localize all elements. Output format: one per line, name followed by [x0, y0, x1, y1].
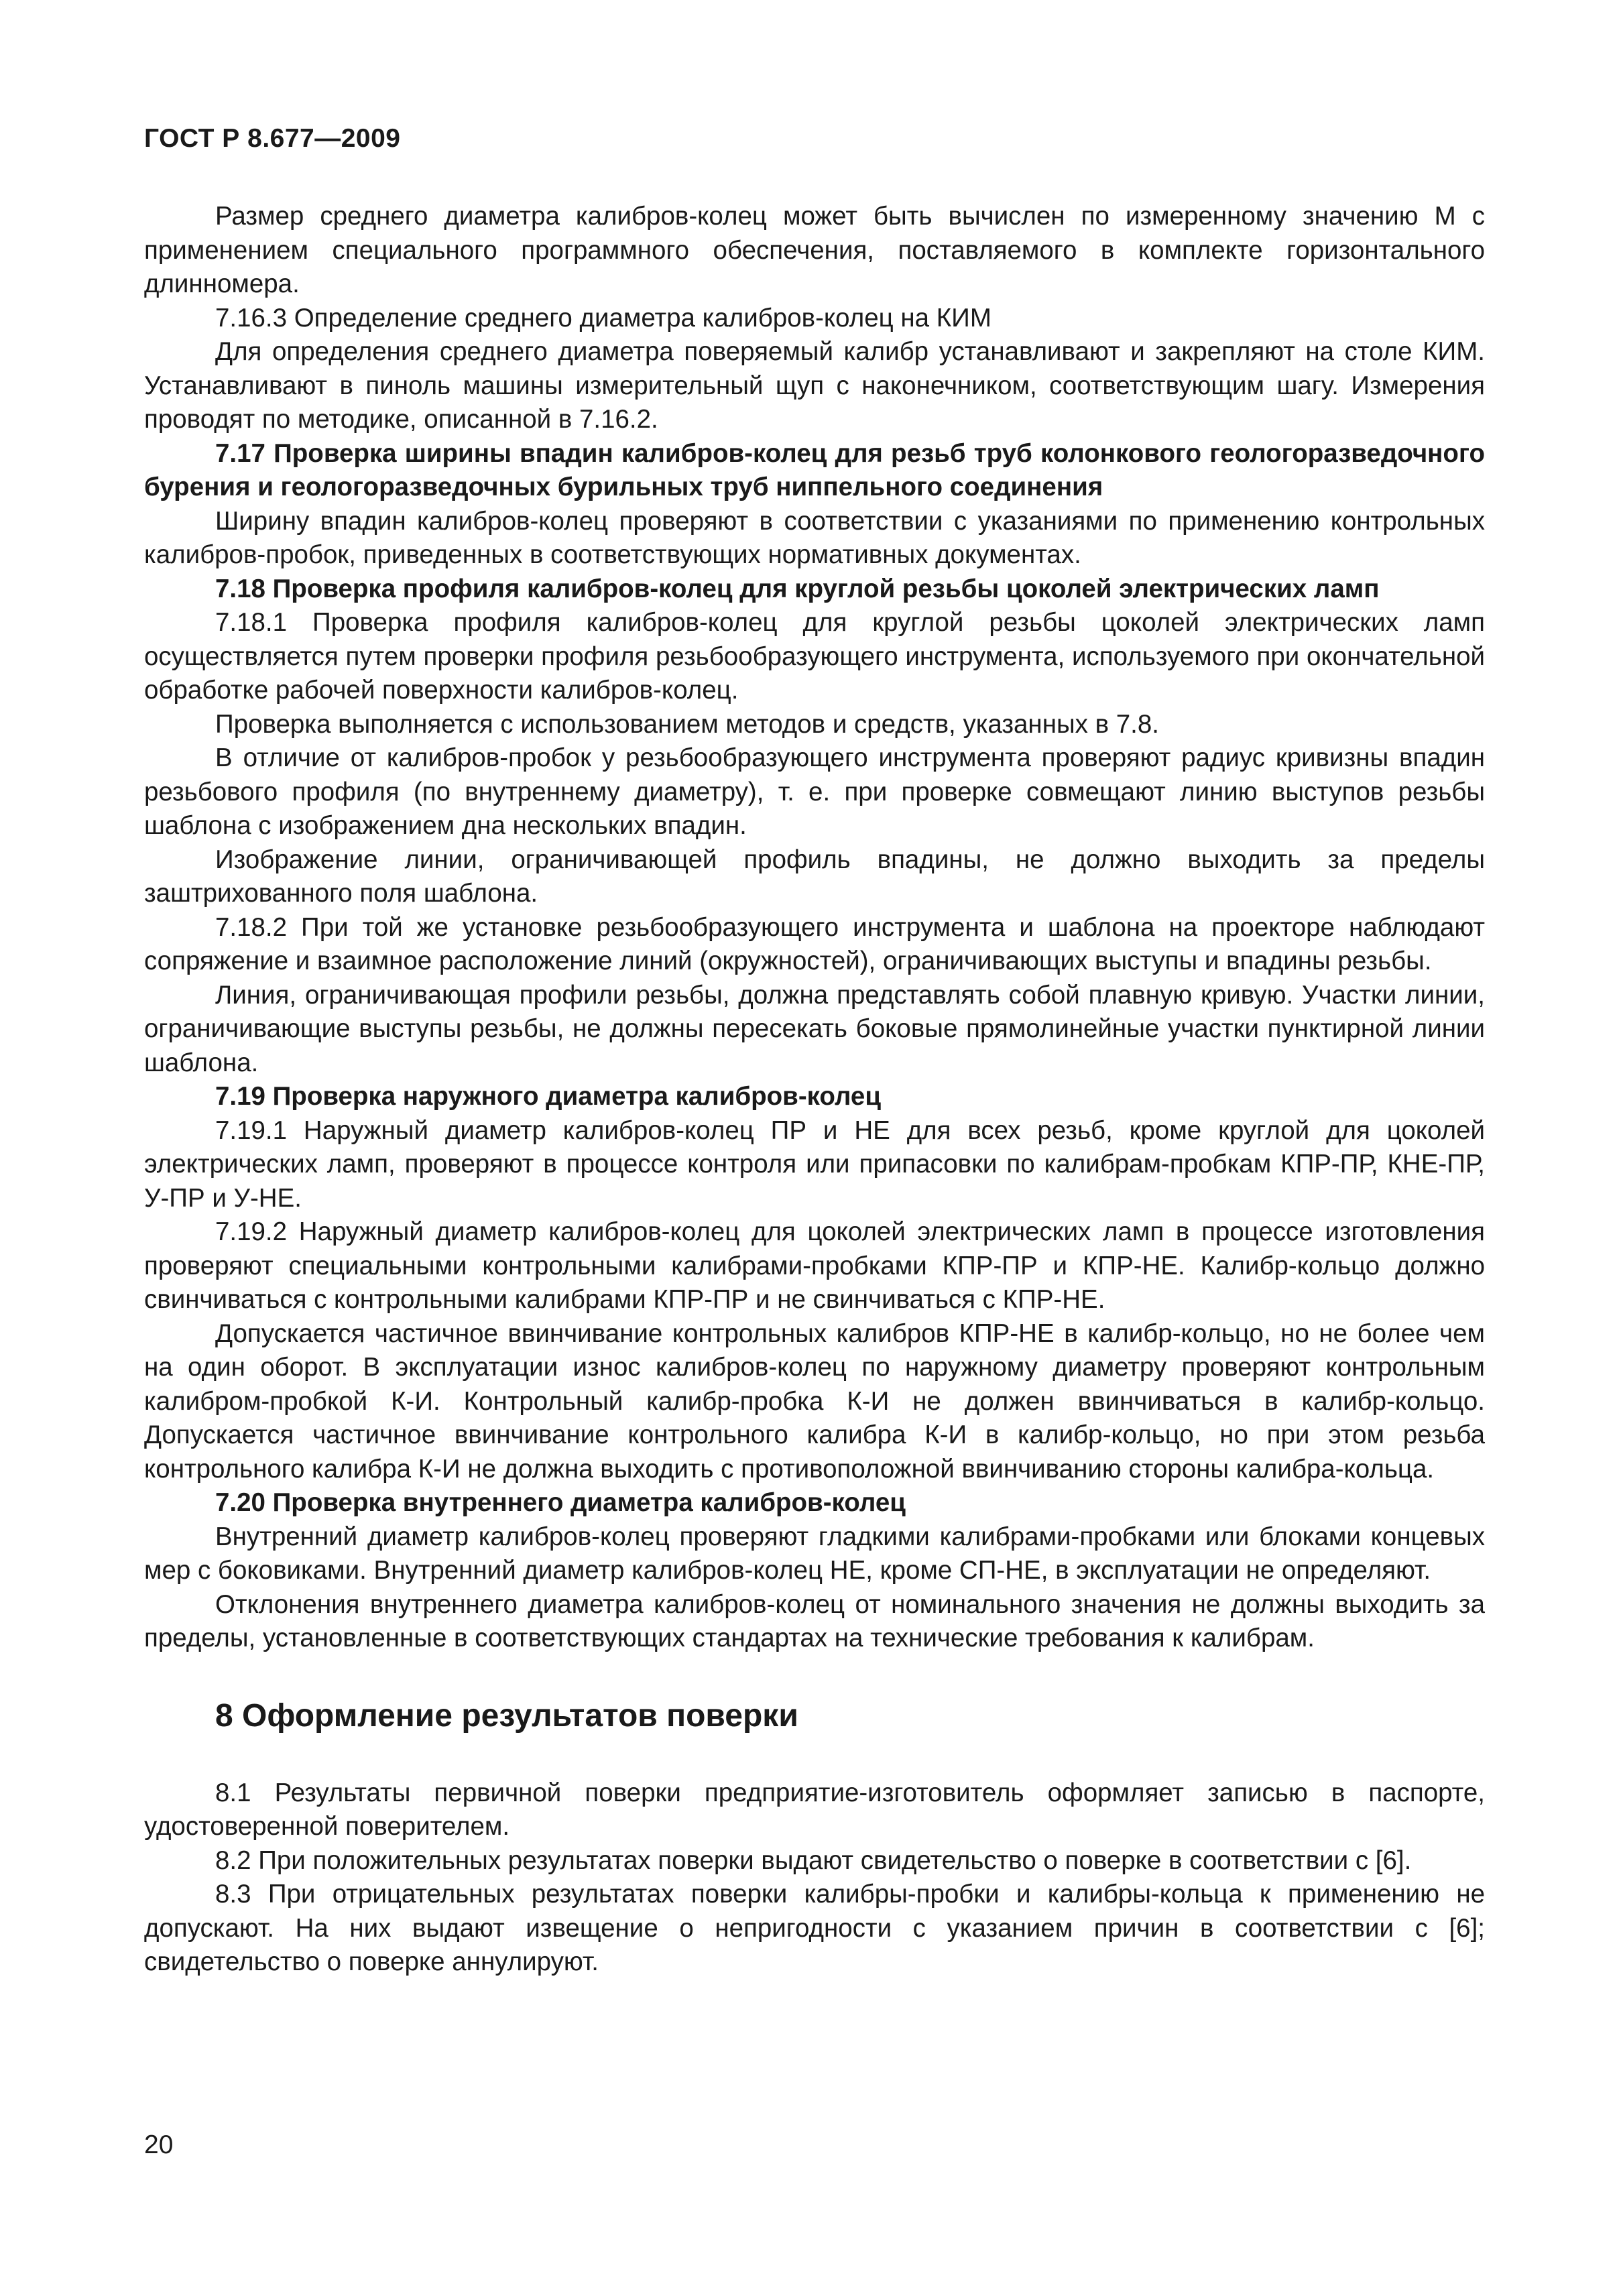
paragraph: Изображение линии, ограничивающей профиль впадины, не должно выходить за пределы заштрихованного поля шаблона. — [144, 845, 1485, 908]
document-body — [144, 200, 1485, 1980]
paragraph: 7.18.2 При той же установке резьбообразующего инструмента и шаблона на проекторе наблюдают сопряжение и взаимное расположение линий (окружностей), ограничивающих выступы и впадины резьбы. — [144, 912, 1485, 975]
paragraph: Для определения среднего диаметра поверяемый калибр устанавливают и закрепляют на столе КИМ. Устанавливают в пиноль машины измерительный щуп с наконечником, соответствующим шагу. Измерения проводят по методике, описанной в 7.16.2. — [144, 337, 1485, 434]
paragraph: В отличие от калибров-пробок у резьбообразующего инструмента проверяют радиус кривизны впадин резьбового профиля (по внутреннему диаметру), т. е. при проверке совмещают линию выступов резьбы шаблона с изображением дна нескольких впадин. — [144, 743, 1485, 840]
paragraph: Внутренний диаметр калибров-колец проверяют гладкими калибрами-пробками или блоками концевых мер с боковиками. Внутренний диаметр калибров-колец НЕ, кроме СП-НЕ, в эксплуатации не определяют. — [144, 1522, 1485, 1585]
paragraph: 8.2 При положительных результатах поверки выдают свидетельство о поверке в соответствии с [6]. — [215, 1846, 1412, 1875]
document-code: ГОСТ Р 8.677—2009 — [144, 124, 401, 153]
clause-heading: 7.17 Проверка ширины впадин калибров-колец для резьб труб колонкового геологоразведочного бурения и геологоразведочных бурильных труб ниппельного соединения — [144, 438, 1485, 501]
paragraph: 8.3 При отрицательных результатах поверки калибры-пробки и калибры-кольца к применению не допускают. На них выдают извещение о непригодности с указанием причин в соответствии с [6]; свидетельство о поверке аннулируют. — [144, 1880, 1485, 1976]
paragraph: 8.1 Результаты первичной поверки предприятие-изготовитель оформляет записью в паспорте, удостоверенной поверителем. — [144, 1778, 1485, 1841]
paragraph: Ширину впадин калибров-колец проверяют в соответствии с указаниями по применению контрольных калибров-пробок, приведенных в соответствующих нормативных документах. — [144, 506, 1485, 569]
paragraph: Отклонения внутреннего диаметра калибров-колец от номинального значения не должны выходить за пределы, установленные в соответствующих стандартах на технические требования к калибрам. — [144, 1589, 1485, 1652]
paragraph: Допускается частичное ввинчивание контрольных калибров КПР-НЕ в калибр-кольцо, но не более чем на один оборот. В эксплуатации износ калибров-колец по наружному диаметру проверяют контрольным калибром-пробкой К-И. Контрольный калибр-пробка К-И не должен ввинчиваться в калибр-кольцо. Допускается частичное ввинчивание контрольного калибра К-И в калибр-кольцо, но при этом резьба контрольного калибра К-И не должна выходить с противоположной ввинчиванию стороны калибра-кольца. — [144, 1319, 1485, 1484]
paragraph: Размер среднего диаметра калибров-колец может быть вычислен по измеренному значению М с применением специального программного обеспечения, поставляемого в комплекте горизонтального длинномера. — [144, 202, 1485, 298]
clause-heading: 7.20 Проверка внутреннего диаметра калибров-колец — [215, 1488, 906, 1517]
paragraph: 7.19.2 Наружный диаметр калибров-колец для цоколей электрических ламп в процессе изготовления проверяют специальными контрольными калибрами-пробками КПР-ПР и КПР-НЕ. Калибр-кольцо должно свинчиваться с контрольными калибрами КПР-ПР и не свинчиваться с КПР-НЕ. — [144, 1217, 1485, 1314]
paragraph: Линия, ограничивающая профили резьбы, должна представлять собой плавную кривую. Участки линии, ограничивающие выступы резьбы, не должны пересекать боковые прямолинейные участки пунктирной линии шаблона. — [144, 980, 1485, 1077]
paragraph: 7.19.1 Наружный диаметр калибров-колец ПР и НЕ для всех резьб, кроме круглой для цоколей электрических ламп, проверяют в процессе контроля или припасовки по калибрам-пробкам КПР-ПР, КНЕ-ПР, У-ПР и У-НЕ. — [144, 1115, 1485, 1213]
clause-heading: 7.18 Проверка профиля калибров-колец для круглой резьбы цоколей электрических ламп — [215, 574, 1380, 603]
clause-heading: 7.19 Проверка наружного диаметра калибров-колец — [215, 1082, 882, 1111]
paragraph: Проверка выполняется с использованием методов и средств, указанных в 7.8. — [215, 709, 1159, 739]
subclause-title: 7.16.3 Определение среднего диаметра калибров-колец на КИМ — [215, 303, 991, 333]
page-number: 20 — [144, 2130, 174, 2159]
section-title: 8 Оформление результатов поверки — [215, 1697, 798, 1734]
paragraph: 7.18.1 Проверка профиля калибров-колец для круглой резьбы цоколей электрических ламп осуществляется путем проверки профиля резьбообразующего инструмента, используемого при окончательной обработке рабочей поверхности калибров-колец. — [144, 608, 1485, 705]
